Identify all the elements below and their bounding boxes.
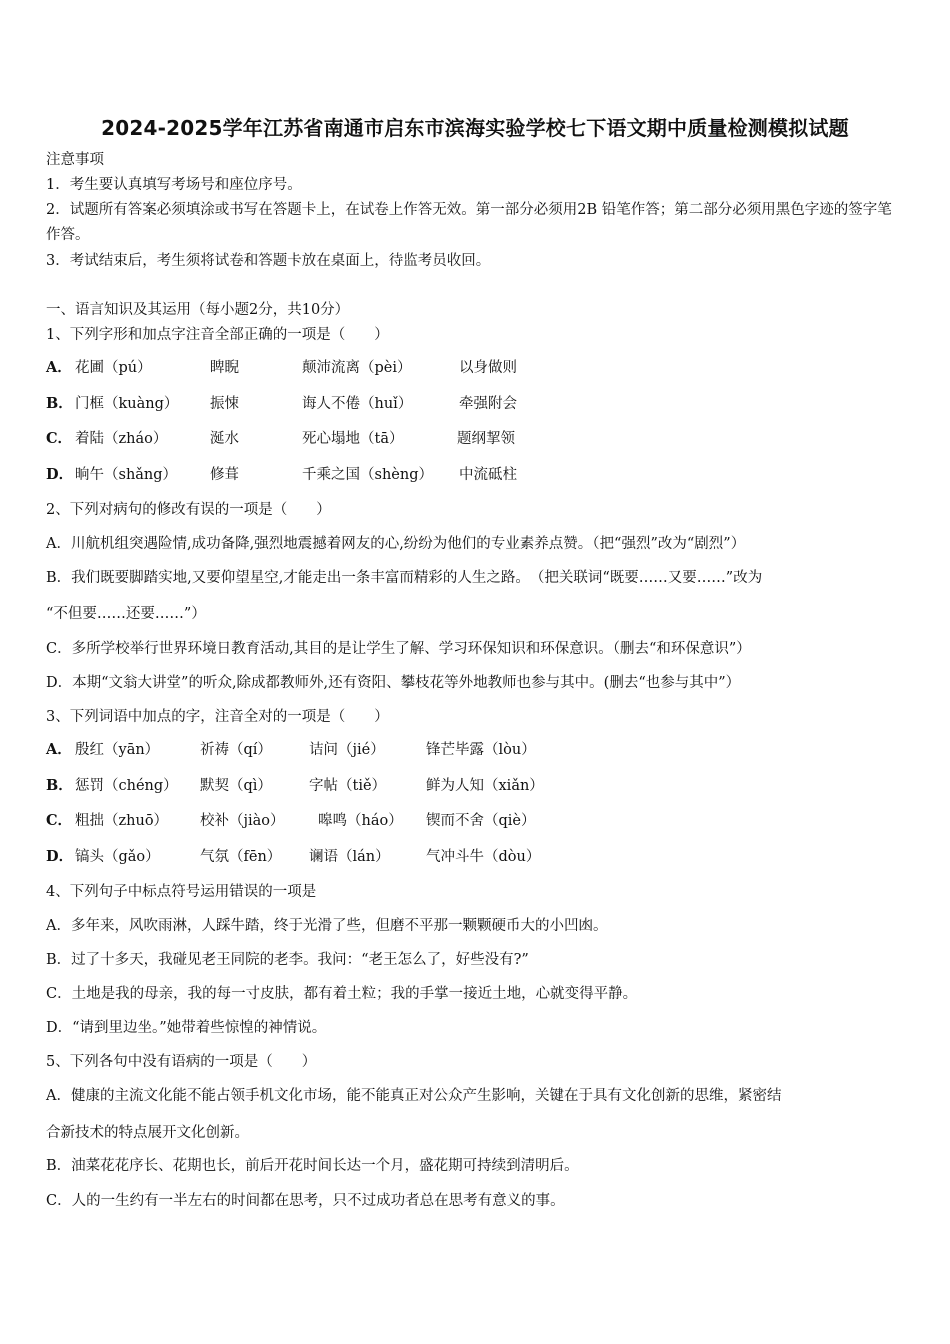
option-term-4: 锋芒毕露（lòu） [426, 742, 536, 758]
option-term-1: 粗拙（zhuō） [75, 813, 169, 829]
option-term-1: 殷红（yān） [75, 742, 160, 758]
option-label: A． [46, 359, 72, 376]
option-term-3: 死心塌地（tā） [302, 431, 404, 447]
option-term-4: 鲜为人知（xiǎn） [426, 778, 544, 794]
option-term-2: 默契（qì） [200, 778, 272, 794]
option-term-4: 气冲斗牛（dòu） [426, 849, 541, 865]
q5-stem: 5、下列各句中没有语病的一项是（ ） [46, 1054, 317, 1070]
option-term-1: 着陆（zháo） [75, 431, 168, 447]
option-term-4: 中流砥柱 [459, 467, 517, 483]
option-term-3: 诲人不倦（huǐ） [302, 396, 413, 412]
q4-option-a: A．多年来，风吹雨淋，人踩牛踏，终于光滑了些，但磨不平那一颗颗硬币大的小凹凼。 [46, 918, 608, 934]
option-term-2: 涎水 [210, 431, 239, 447]
section-heading: 一、语言知识及其运用（每小题2分，共10分） [46, 302, 350, 318]
option-term-4: 牵强附会 [459, 396, 517, 412]
option-label: C． [46, 812, 73, 829]
q3-stem: 3、下列词语中加点的字，注音全对的一项是（ ） [46, 709, 389, 725]
option-term-1: 花圃（pú） [75, 360, 152, 376]
page-title: 2024-2025学年江苏省南通市启东市滨海实验学校七下语文期中质量检测模拟试题 [101, 116, 849, 140]
q2-option-a: A．川航机组突遇险情,成功备降,强烈地震撼着网友的心,纷纷为他们的专业素养点赞。（把“强烈”改为“剧烈”） [46, 536, 746, 552]
option-term-2: 气氛（fēn） [200, 849, 282, 865]
option-term-3: 颠沛流离（pèi） [302, 360, 412, 376]
option-label: C． [46, 430, 73, 447]
option-term-1: 惩罚（chéng） [75, 778, 178, 794]
q2-option-b-cont: “不但要……还要……”） [46, 606, 206, 622]
option-term-3: 千乘之国（shèng） [302, 467, 433, 483]
option-term-3: 嗥鸣（háo） [318, 813, 403, 829]
option-label: B． [46, 395, 73, 412]
option-label: A． [46, 741, 72, 758]
q5-option-c: C．人的一生约有一半左右的时间都在思考，只不过成功者总在思考有意义的事。 [46, 1193, 565, 1209]
option-term-1: 镐头（gǎo） [75, 849, 160, 865]
q2-option-d: D．本期“文翁大讲堂”的听众,除成都教师外,还有资阳、攀枝花等外地教师也参与其中。(删去“也参与其中”） [46, 675, 741, 691]
option-label: D． [46, 848, 74, 865]
option-term-2: 修葺 [210, 467, 239, 483]
option-term-2: 睥睨 [210, 360, 239, 376]
option-term-2: 祈祷（qí） [200, 742, 272, 758]
q5-option-a-cont: 合新技术的特点展开文化创新。 [46, 1125, 249, 1141]
q2-option-c: C．多所学校举行世界环境日教育活动,其目的是让学生了解、学习环保知识和环保意识。（删去“和环保意识”） [46, 641, 751, 657]
option-label: B． [46, 777, 73, 794]
notice-item-1: 1．考生要认真填写考场号和座位序号。 [46, 177, 302, 193]
option-term-4: 以身做则 [459, 360, 517, 376]
option-term-3: 字帖（tiě） [309, 778, 387, 794]
option-term-1: 门框（kuàng） [75, 396, 179, 412]
option-term-3: 诘问（jié） [309, 742, 385, 758]
q5-option-b: B．油菜花花序长、花期也长，前后开花时间长达一个月，盛花期可持续到清明后。 [46, 1158, 579, 1174]
q2-option-b: B．我们既要脚踏实地,又要仰望星空,才能走出一条丰富而精彩的人生之路。 （把关联词“既要……又要……”改为 [46, 570, 763, 586]
option-term-2: 校补（jiào） [200, 813, 285, 829]
option-term-1: 晌午（shǎng） [75, 467, 178, 483]
notice-item-2: 2．试题所有答案必须填涂或书写在答题卡上，在试卷上作答无效。第一部分必须用2B 铅笔作答；第二部分必须用黑色字迹的签字笔作答。 [46, 202, 892, 243]
option-term-2: 振悚 [210, 396, 239, 412]
q4-option-b: B．过了十多天，我碰见老王同院的老李。我问：“老王怎么了，好些没有?” [46, 952, 529, 968]
q1-stem: 1、下列字形和加点字注音全部正确的一项是（ ） [46, 327, 389, 343]
q4-option-c: C．土地是我的母亲，我的每一寸皮肤，都有着土粒；我的手掌一接近土地，心就变得平静。 [46, 986, 638, 1002]
option-term-4: 题纲挈领 [457, 431, 515, 447]
notice-heading: 注意事项 [46, 152, 104, 168]
q4-stem: 4、下列句子中标点符号运用错误的一项是 [46, 884, 317, 900]
option-term-3: 谰语（lán） [309, 849, 390, 865]
option-term-4: 锲而不舍（qiè） [426, 813, 536, 829]
q2-stem: 2、下列对病句的修改有误的一项是（ ） [46, 502, 331, 518]
option-label: D． [46, 466, 74, 483]
q4-option-d: D．“请到里边坐。”她带着些惊惶的神情说。 [46, 1020, 327, 1036]
notice-item-3: 3．考试结束后，考生须将试卷和答题卡放在桌面上，待监考员收回。 [46, 253, 491, 269]
q5-option-a: A．健康的主流文化能不能占领手机文化市场，能不能真正对公众产生影响，关键在于具有文化创新的思维，紧密结 [46, 1088, 782, 1104]
